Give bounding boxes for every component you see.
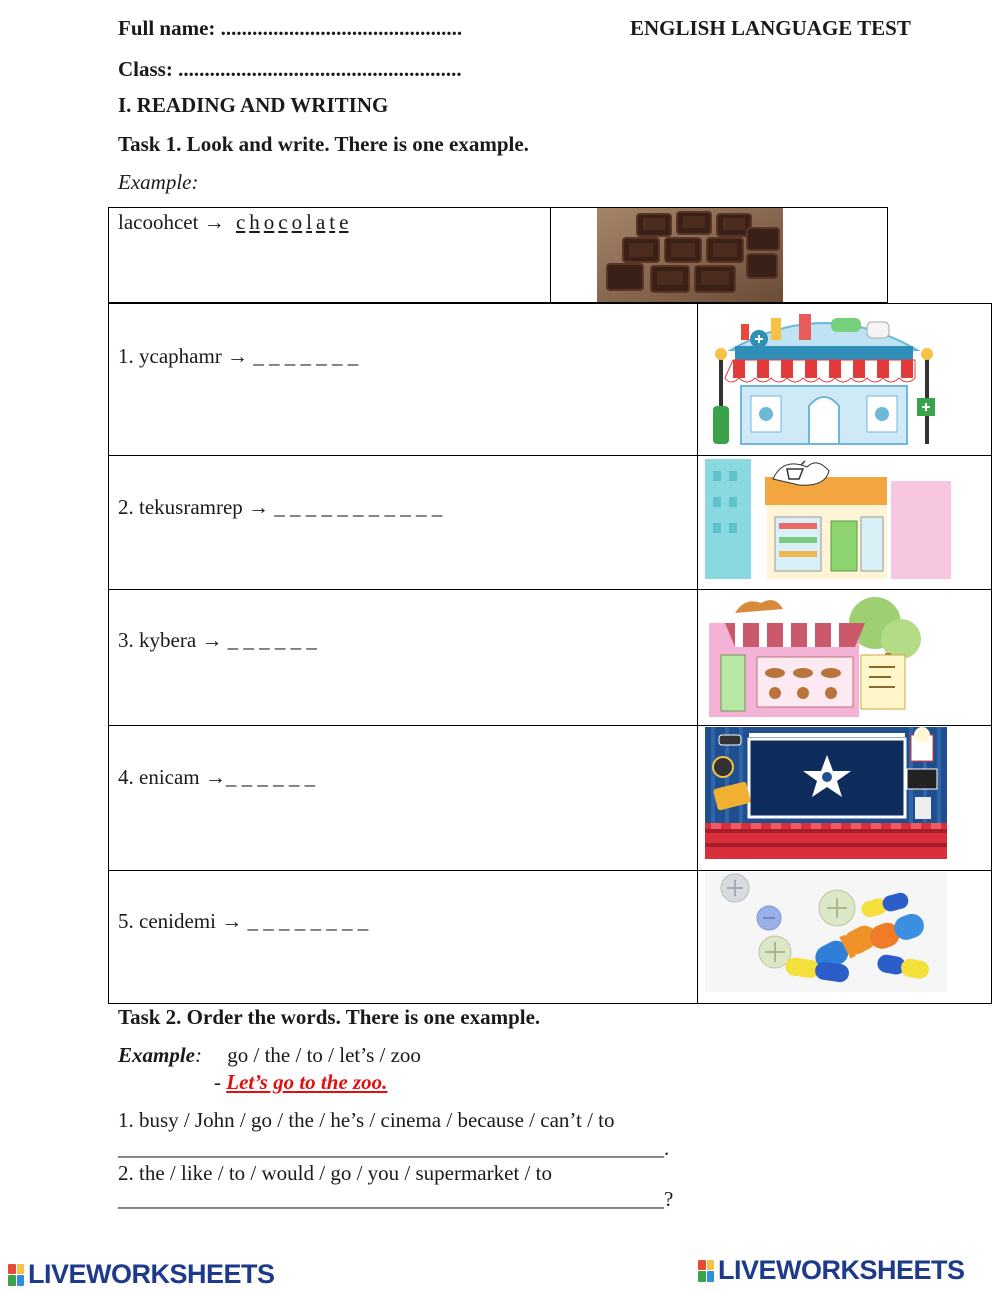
task2-answer-line-2[interactable]: ____________________________________________________? — [118, 1187, 674, 1211]
question-2: 2. tekusramrep → _ _ _ _ _ _ _ _ _ _ _ — [118, 495, 443, 519]
liveworksheets-logo-right: LIVEWORKSHEETS — [698, 1255, 965, 1286]
task2-answer-line-1[interactable]: ____________________________________________________. — [118, 1136, 670, 1160]
example-scrambled: lacoohcet → — [118, 210, 225, 234]
example-letter: c — [278, 210, 288, 234]
example-letter: o — [291, 210, 303, 234]
liveworksheets-mark-icon — [698, 1260, 714, 1282]
example-letter: h — [249, 210, 260, 234]
chocolate-picture — [597, 208, 783, 302]
pharmacy-picture — [711, 306, 937, 446]
task2-question-2: 2. the / like / to / would / go / you / supermarket / to — [118, 1161, 552, 1185]
task2-example-answer: Let’s go to the zoo. — [226, 1070, 388, 1094]
task2-example-label: Example — [118, 1043, 195, 1067]
example-letter: a — [315, 210, 326, 234]
liveworksheets-mark-icon — [8, 1264, 24, 1286]
example-letter: o — [263, 210, 275, 234]
example-answer-letters — [236, 210, 353, 234]
example-letter: e — [339, 210, 349, 234]
question-1: 1. ycaphamr → _ _ _ _ _ _ _ — [118, 344, 359, 368]
section-title: I. READING AND WRITING — [118, 93, 389, 117]
task1-table — [108, 303, 992, 1004]
question-5: 5. cenidemi → _ _ _ _ _ _ _ _ — [118, 909, 369, 933]
example-row — [118, 210, 352, 235]
task1-example-label: Example: — [118, 170, 199, 194]
task2-title: Task 2. Order the words. There is one example. — [118, 1005, 541, 1029]
question-4: 4. enicam →_ _ _ _ _ _ — [118, 765, 316, 789]
task2-example-row: Example: go / the / to / let’s / zoo — [118, 1043, 421, 1067]
example-letter: t — [329, 210, 336, 234]
test-title: ENGLISH LANGUAGE TEST — [630, 16, 911, 40]
cinema-picture — [705, 727, 947, 859]
medicine-picture — [705, 872, 947, 992]
task2-question-1: 1. busy / John / go / the / he’s / cinema / because / can’t / to — [118, 1108, 615, 1132]
question-3: 3. kybera → _ _ _ _ _ _ — [118, 628, 317, 652]
liveworksheets-logo-left: LIVEWORKSHEETS — [8, 1259, 275, 1290]
task2-example-answer-row: - Let’s go to the zoo. — [214, 1070, 388, 1094]
example-letter: l — [306, 210, 312, 234]
task2-example-words: go / the / to / let’s / zoo — [227, 1043, 421, 1067]
example-letter: c — [235, 210, 246, 234]
example-table — [108, 207, 888, 303]
bakery-picture — [705, 593, 923, 717]
class-field: Class: ...................................................... — [118, 57, 462, 81]
full-name-field: Full name: .............................................. — [118, 16, 463, 40]
supermarket-picture — [705, 459, 951, 579]
task1-title: Task 1. Look and write. There is one example. — [118, 132, 529, 156]
